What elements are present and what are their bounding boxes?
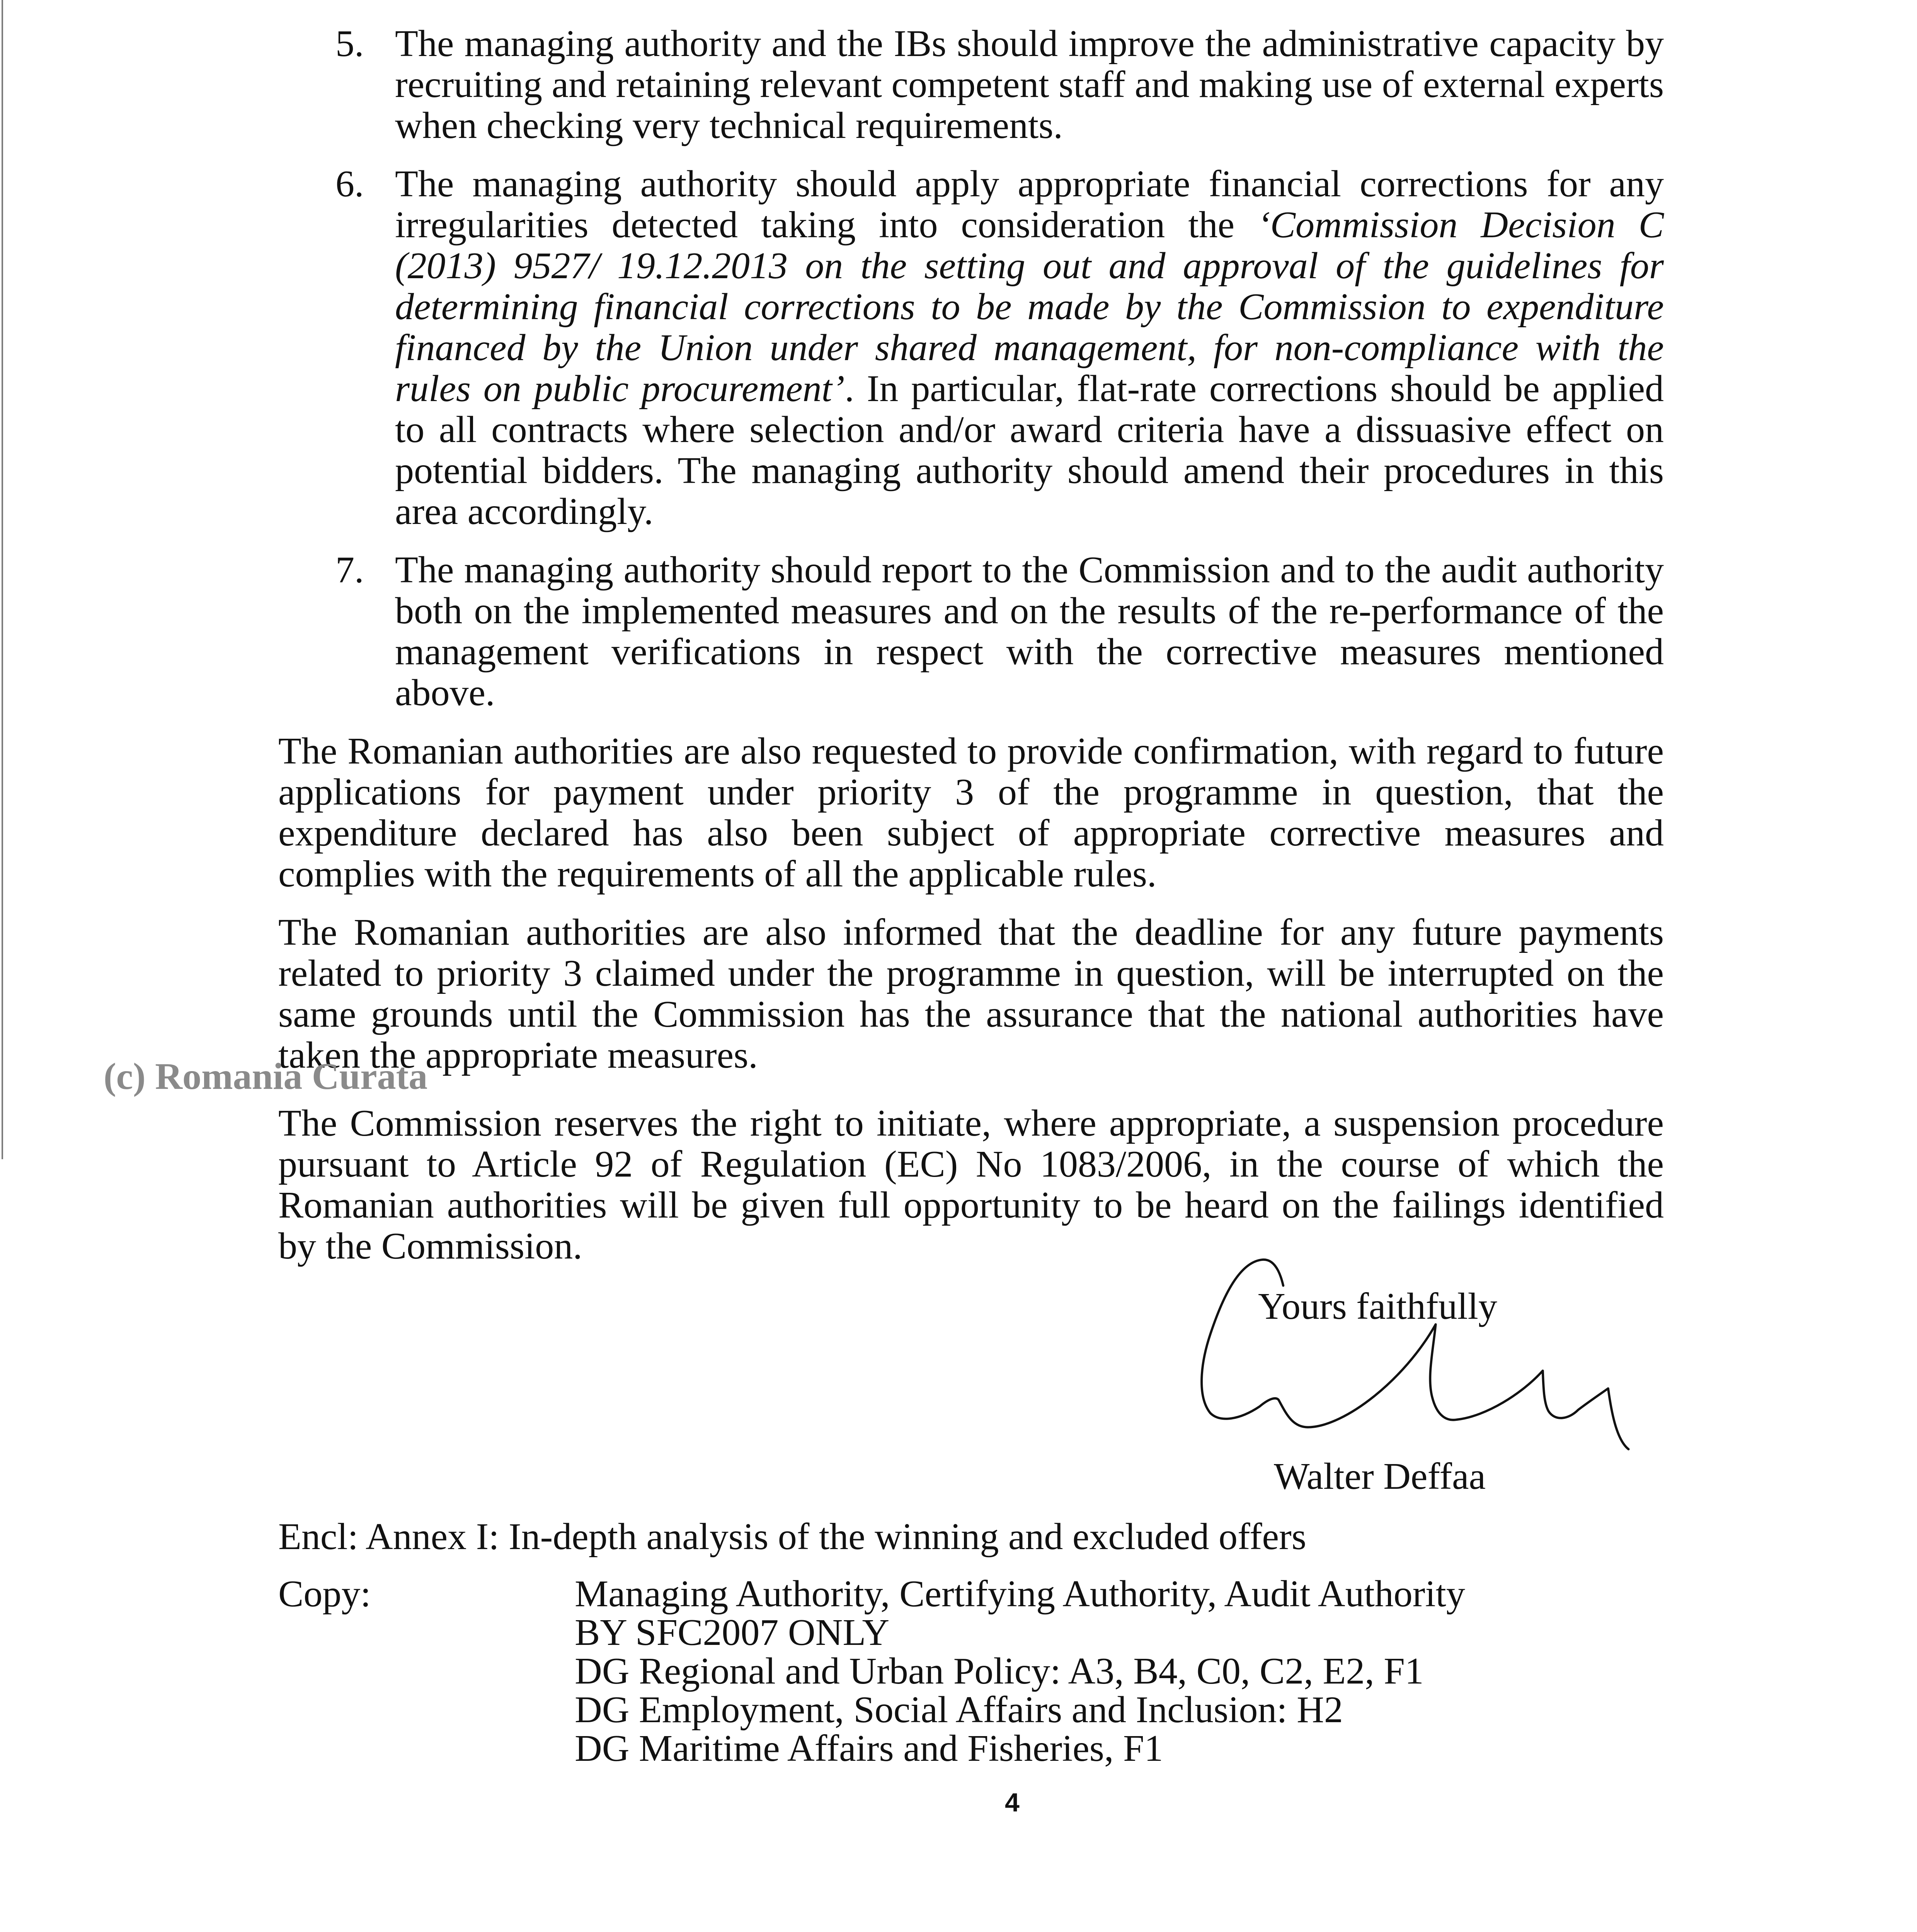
- copy-recipient: BY SFC2007 ONLY: [575, 1612, 890, 1653]
- paragraph-confirmation: The Romanian authorities are also requested to provide confirmation, with regard to future applications for payment under priority 3 of the programme in question, that the expenditure declared has also been subject of appropriate corrective measures and complies with the requirements of all the applicable rules.: [278, 730, 1664, 895]
- paragraph-deadline-block: [104, 912, 1664, 1097]
- list-item-5: [335, 23, 1664, 146]
- paragraph-deadline: The Romanian authorities are also informed that the deadline for any future payments related to priority 3 claimed under the programme in question, will be interrupted on the same grounds until the Commission has the assurance that the national authorities have taken the appropriate measures.: [278, 912, 1664, 1076]
- signer-name: Walter Deffaa: [1274, 1456, 1486, 1497]
- list-item-7: [335, 549, 1664, 713]
- enclosure-line: Encl: Annex I: In-depth analysis of the winning and excluded offers: [278, 1516, 1306, 1558]
- copy-recipient: DG Regional and Urban Policy: A3, B4, C0, C2, E2, F1: [575, 1650, 1424, 1692]
- text-run: . In particular, flat-rate corrections should be applied to all contracts where selection and/or award criteria have a dissuasive effect on potential bidders. The managing authority should amend their procedures in this area accordingly.: [395, 368, 1664, 532]
- copy-label: Copy:: [278, 1573, 371, 1615]
- scan-edge-line: [2, 0, 3, 1159]
- list-item-text: The managing authority should report to the Commission and to the audit authority both on the implemented measures and on the results of the re-performance of the management verifications in respect with the corrective measures mentioned above.: [395, 549, 1664, 714]
- decision-citation: ‘Commission Decision C (2013) 9527/ 19.12.2013 on the setting out and approval of the guidelines for determining financial corrections to be made by the Commission to expenditure financed by the Union under shared management, for non-compliance with the rules on public procurement’: [395, 204, 1664, 410]
- paragraph-suspension: The Commission reserves the right to initiate, where appropriate, a suspension procedure pursuant to Article 92 of Regulation (EC) No 1083/2006, in the course of which the Romanian authorities will be given full opportunity to be heard on the failings identified by the Commission.: [278, 1102, 1664, 1267]
- closing-salutation: Yours faithfully: [1258, 1286, 1497, 1327]
- text-run: The managing authority should apply appropriate financial corrections for any irregularities detected taking into consideration the: [395, 163, 1664, 246]
- watermark: (c) Romania Curata: [104, 1056, 428, 1097]
- list-item-text: [395, 163, 1664, 532]
- copy-recipient: DG Employment, Social Affairs and Inclusion: H2: [575, 1689, 1343, 1731]
- copy-section: [278, 1575, 1917, 1768]
- copy-recipient: DG Maritime Affairs and Fisheries, F1: [575, 1728, 1163, 1769]
- signature-block: [0, 1286, 1917, 1497]
- list-item-text: The managing authority and the IBs should improve the administrative capacity by recruiting and retaining relevant competent staff and making use of external experts when checking very technical requirements.: [395, 23, 1664, 146]
- list-number: 6.: [335, 163, 364, 205]
- copy-recipient: Managing Authority, Certifying Authority, Audit Authority: [575, 1573, 1465, 1615]
- list-number: 7.: [335, 549, 364, 591]
- list-item-6: [335, 163, 1664, 532]
- page-number: 4: [1005, 1788, 1020, 1817]
- copy-recipients: [575, 1575, 1465, 1768]
- list-number: 5.: [335, 23, 364, 65]
